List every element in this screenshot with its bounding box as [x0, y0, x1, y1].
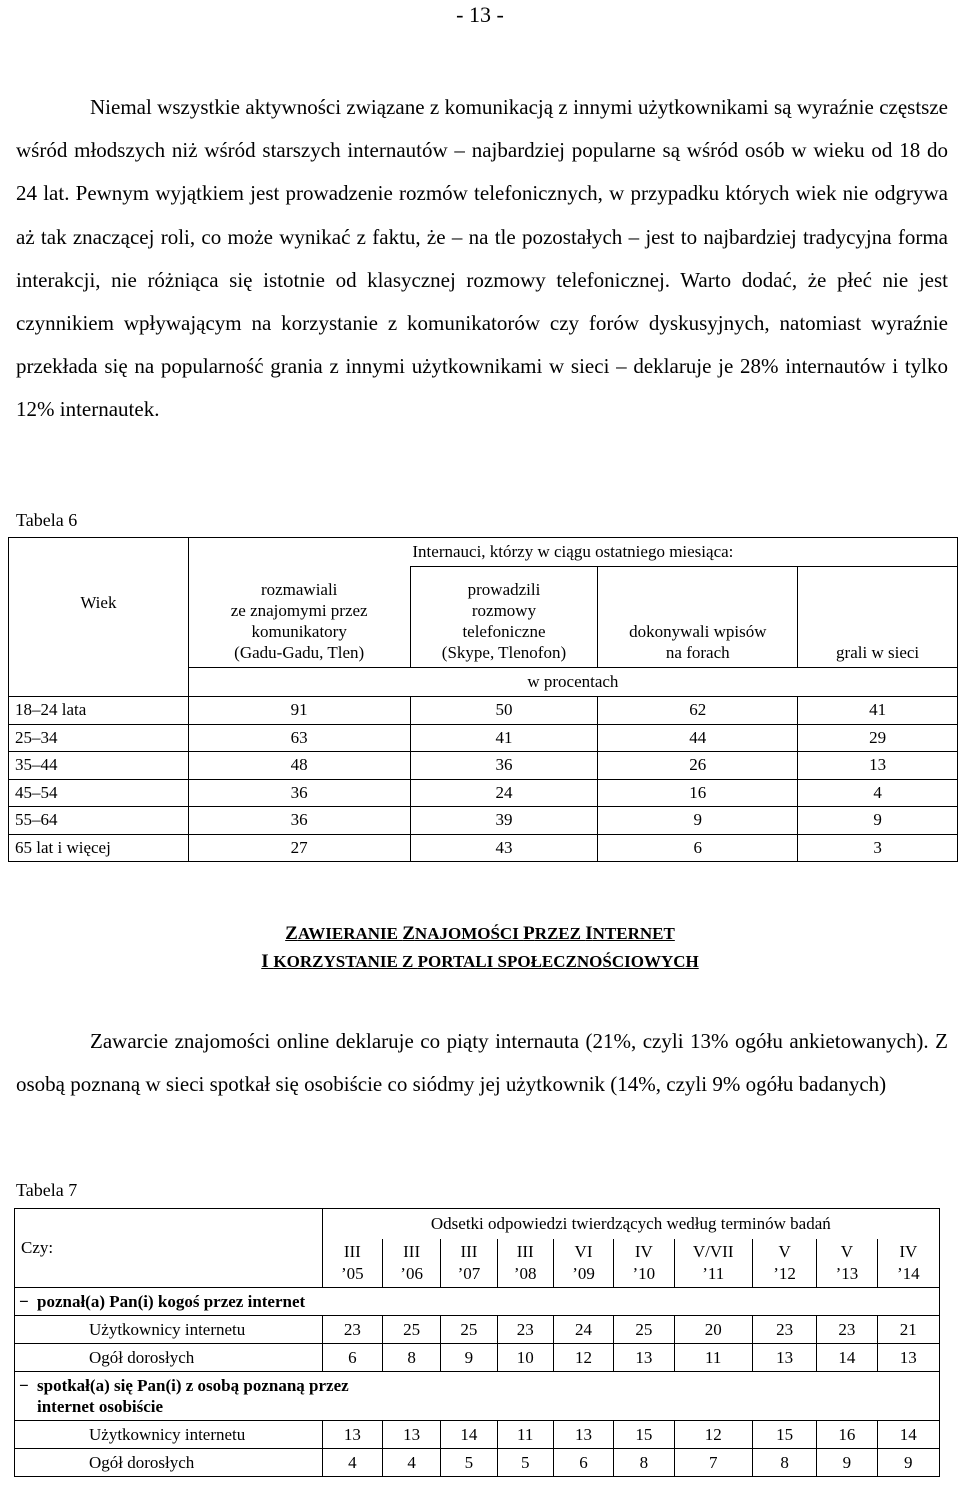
age-group-cell: 35–44 [9, 752, 189, 780]
term-header [553, 1239, 613, 1288]
table-row [9, 724, 958, 752]
value-cell: 27 [188, 834, 410, 862]
age-group-cell: 25–34 [9, 724, 189, 752]
age-group-cell: 18–24 lata [9, 697, 189, 725]
term-month: III [403, 1242, 421, 1261]
row-label: Ogół dorosłych [15, 1344, 323, 1372]
term-year: ’13 [835, 1264, 859, 1283]
row-label: Użytkownicy internetu [15, 1316, 323, 1344]
heading-line1 [0, 920, 960, 948]
heading-part: RZEZ [534, 924, 586, 943]
value-cell: 4 [798, 779, 958, 807]
value-cell: 9 [877, 1449, 939, 1477]
value-cell: 5 [497, 1449, 553, 1477]
table-row [9, 752, 958, 780]
term-year: ’05 [340, 1264, 364, 1283]
value-cell: 21 [877, 1316, 939, 1344]
value-cell: 3 [798, 834, 958, 862]
heading-part: POŁECZNOŚCIOWYCH [506, 952, 699, 971]
heading-part: I [585, 923, 593, 944]
section-title-cell [15, 1288, 940, 1316]
value-cell: 48 [188, 752, 410, 780]
section-heading [0, 920, 960, 976]
value-cell: 4 [382, 1449, 440, 1477]
value-cell: 9 [817, 1449, 877, 1477]
unit-spacer [9, 668, 189, 697]
term-year: ’06 [400, 1264, 423, 1283]
heading-part: NTERNET [592, 924, 675, 943]
value-cell: 23 [497, 1316, 553, 1344]
value-cell: 23 [817, 1316, 877, 1344]
value-cell: 6 [322, 1344, 382, 1372]
value-cell: 50 [410, 697, 598, 725]
term-month: V [840, 1242, 854, 1261]
value-cell: 43 [410, 834, 598, 862]
heading-part: K [273, 952, 287, 971]
term-year: ’14 [896, 1264, 920, 1283]
value-cell: 8 [752, 1449, 816, 1477]
age-group-cell: 55–64 [9, 807, 189, 835]
heading-line2 [0, 948, 960, 976]
heading-part: P [417, 952, 429, 971]
term-month: V/VII [692, 1242, 734, 1261]
value-cell: 24 [553, 1316, 613, 1344]
column-header-fora: dokonywali wpisów na forach [598, 567, 798, 668]
term-month: VI [574, 1242, 593, 1261]
value-cell: 9 [598, 807, 798, 835]
term-month: III [516, 1242, 534, 1261]
value-cell: 26 [598, 752, 798, 780]
group-header: Internauci, którzy w ciągu ostatniego miesiąca: [188, 538, 957, 567]
paragraph-text: Zawarcie znajomości online deklaruje co piąty internauta (21%, czyli 13% ogółu ankietowanych). Z osobą poznaną w sieci spotkał się osobiście co siódmy jej użytkownik (14%, czyli 9% ogółu badanych) [16, 1029, 948, 1097]
value-cell: 13 [553, 1421, 613, 1449]
value-cell: 12 [553, 1344, 613, 1372]
table-row [15, 1316, 940, 1344]
value-cell: 13 [877, 1344, 939, 1372]
value-cell: 29 [798, 724, 958, 752]
term-header [752, 1239, 816, 1288]
value-cell: 5 [441, 1449, 497, 1477]
age-group-cell: 45–54 [9, 779, 189, 807]
section-title: spotkał(a) się Pan(i) z osobą poznaną przez internet osobiście [37, 1376, 349, 1416]
age-column-header: Wiek [9, 538, 189, 668]
term-header [441, 1239, 497, 1288]
dash-marker: − [19, 1376, 29, 1395]
value-cell: 25 [382, 1316, 440, 1344]
value-cell: 12 [674, 1421, 752, 1449]
term-month: V [778, 1242, 791, 1261]
term-header [497, 1239, 553, 1288]
paragraph-text: Niemal wszystkie aktywności związane z komunikacją z innymi użytkownikami są wyraźnie częstsze wśród młodszych niż wśród starszych internautów – najbardziej popularne są wśród osób w wieku od 18 do 24 lat. Pewnym wyjątkiem jest prowadzenie rozmów telefonicznych, w przypadku których wiek nie odgrywa aż tak znaczącej roli, co może wynikać z faktu, że – na tle pozostałych – jest to najbardziej tradycyjna forma interakcji, nie różniąca się istotnie od klasycznej rozmowy telefonicznej. Warto dodać, że płeć nie jest czynnikiem wpływającym na korzystanie z komunikatorów czy forów dyskusyjnych, natomiast wyraźnie przekłada się na popularność grania z innymi użytkownikami w sieci – deklaruje je 28% internautów i tylko 12% internautek. [16, 95, 948, 422]
age-group-cell: 65 lat i więcej [9, 834, 189, 862]
table-row [9, 697, 958, 725]
term-header [674, 1239, 752, 1288]
table-row [15, 1449, 940, 1477]
value-cell: 13 [752, 1344, 816, 1372]
value-cell: 9 [798, 807, 958, 835]
value-cell: 20 [674, 1316, 752, 1344]
row-label: Użytkownicy internetu [15, 1421, 323, 1449]
value-cell: 14 [877, 1421, 939, 1449]
table-row [15, 1421, 940, 1449]
value-cell: 14 [817, 1344, 877, 1372]
dash-marker: − [19, 1292, 29, 1311]
heading-part: I [261, 951, 274, 972]
value-cell: 4 [322, 1449, 382, 1477]
term-header [877, 1239, 939, 1288]
term-month: III [460, 1242, 478, 1261]
czy-label: Czy: [15, 1209, 323, 1288]
term-month: IV [634, 1242, 653, 1261]
table7-caption: Tabela 7 [16, 1180, 78, 1200]
value-cell: 62 [598, 697, 798, 725]
heading-part: ORTALI [428, 952, 498, 971]
term-year: ’11 [702, 1264, 725, 1283]
page-number: - 13 - [456, 2, 504, 27]
value-cell: 8 [614, 1449, 674, 1477]
paragraph-communication-activities [16, 86, 948, 432]
table7-online-acquaintances-trend [14, 1208, 940, 1477]
table-row [9, 834, 958, 862]
section-row [15, 1372, 940, 1421]
term-year: ’10 [632, 1264, 656, 1283]
term-year: ’09 [572, 1264, 595, 1283]
value-cell: 36 [188, 807, 410, 835]
term-year: ’07 [457, 1264, 481, 1283]
term-header [817, 1239, 877, 1288]
value-cell: 23 [752, 1316, 816, 1344]
value-cell: 13 [614, 1344, 674, 1372]
value-cell: 91 [188, 697, 410, 725]
table6-caption: Tabela 6 [16, 510, 78, 530]
term-header [614, 1239, 674, 1288]
column-header-gry: grali w sieci [798, 567, 958, 668]
section-title-cell [15, 1372, 940, 1421]
table-row [15, 1344, 940, 1372]
table7-body [15, 1288, 940, 1477]
column-header-komunikatory: rozmawiali ze znajomymi przez komunikatory (Gadu-Gadu, Tlen) [188, 567, 410, 668]
section-title: poznał(a) Pan(i) kogoś przez internet [37, 1292, 306, 1311]
value-cell: 10 [497, 1344, 553, 1372]
heading-part: Z [402, 923, 415, 944]
term-header [382, 1239, 440, 1288]
value-cell: 63 [188, 724, 410, 752]
table-row [9, 807, 958, 835]
value-cell: 15 [752, 1421, 816, 1449]
value-cell: 41 [798, 697, 958, 725]
value-cell: 11 [674, 1344, 752, 1372]
value-cell: 11 [497, 1421, 553, 1449]
group-header: Odsetki odpowiedzi twierdzących według terminów badań [322, 1209, 939, 1240]
value-cell: 41 [410, 724, 598, 752]
value-cell: 6 [598, 834, 798, 862]
value-cell: 25 [441, 1316, 497, 1344]
term-year: ’08 [513, 1264, 537, 1283]
heading-part: Z [285, 923, 298, 944]
value-cell: 7 [674, 1449, 752, 1477]
term-header [322, 1239, 382, 1288]
paragraph-online-acquaintances [16, 1020, 948, 1106]
value-cell: 24 [410, 779, 598, 807]
value-cell: 13 [322, 1421, 382, 1449]
value-cell: 13 [382, 1421, 440, 1449]
heading-part: ORZYSTANIE Z [286, 952, 418, 971]
row-label: Ogół dorosłych [15, 1449, 323, 1477]
heading-part: AWIERANIE [297, 924, 403, 943]
value-cell: 16 [817, 1421, 877, 1449]
column-header-rozmowy: prowadzili rozmowy telefoniczne (Skype, Tlenofon) [410, 567, 598, 668]
value-cell: 14 [441, 1421, 497, 1449]
value-cell: 13 [798, 752, 958, 780]
table6-body [9, 697, 958, 862]
value-cell: 39 [410, 807, 598, 835]
table6-communication-by-age [8, 537, 958, 862]
term-year: ’12 [773, 1264, 796, 1283]
heading-part: S [497, 952, 507, 971]
value-cell: 9 [441, 1344, 497, 1372]
value-cell: 25 [614, 1316, 674, 1344]
value-cell: 23 [322, 1316, 382, 1344]
value-cell: 36 [188, 779, 410, 807]
value-cell: 36 [410, 752, 598, 780]
value-cell: 16 [598, 779, 798, 807]
term-month: III [343, 1242, 361, 1261]
value-cell: 6 [553, 1449, 613, 1477]
term-month: IV [899, 1242, 918, 1261]
value-cell: 44 [598, 724, 798, 752]
section-row [15, 1288, 940, 1316]
value-cell: 8 [382, 1344, 440, 1372]
table-row [9, 779, 958, 807]
heading-part: P [523, 923, 535, 944]
unit-label: w procentach [188, 668, 957, 697]
value-cell: 15 [614, 1421, 674, 1449]
heading-part: NAJOMOŚCI [414, 924, 524, 943]
